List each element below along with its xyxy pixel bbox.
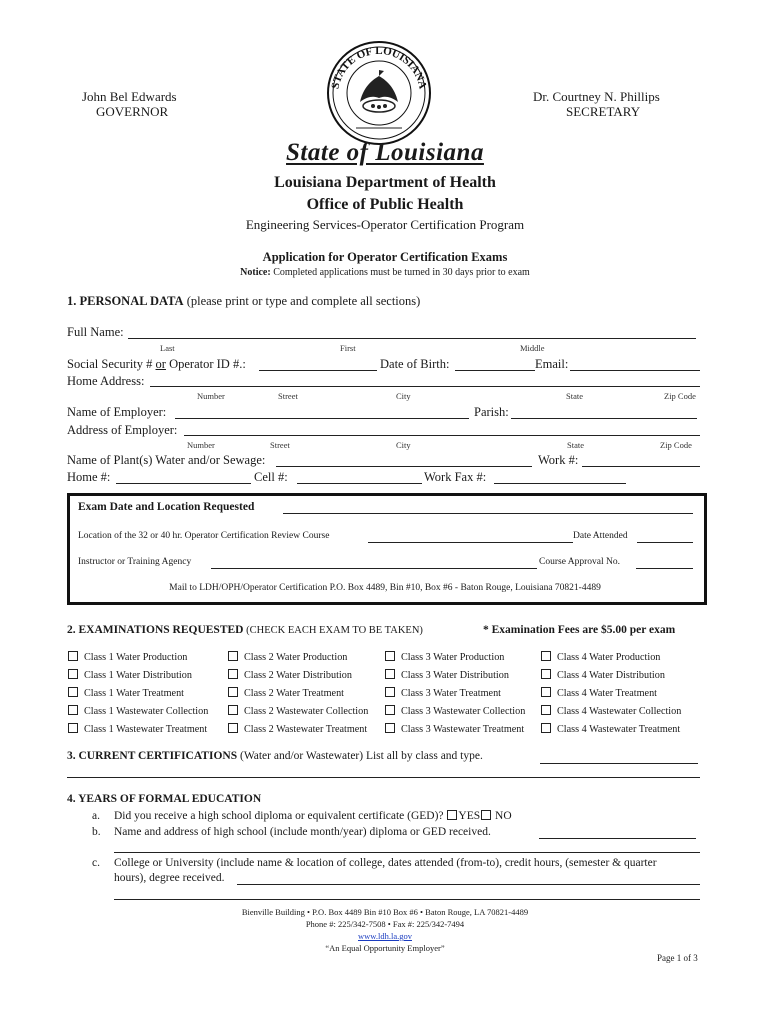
department-name: Louisiana Department of Health bbox=[274, 174, 496, 191]
education-c-question-line1: College or University (include name & location of college, dates attended (from-to), credit hours, (semester & quarter bbox=[114, 857, 657, 869]
home-sub-city: City bbox=[396, 391, 411, 401]
work-fax-label: Work Fax #: bbox=[424, 470, 487, 484]
exam-option[interactable] bbox=[541, 651, 660, 663]
exam-option[interactable] bbox=[385, 687, 501, 699]
exam-option-label: Class 1 Water Distribution bbox=[84, 670, 192, 681]
employer-field[interactable] bbox=[175, 418, 469, 419]
exam-option[interactable] bbox=[228, 669, 352, 681]
exam-option-label: Class 2 Water Production bbox=[244, 652, 348, 663]
governor-name: John Bel Edwards bbox=[82, 89, 177, 104]
employer-label: Name of Employer: bbox=[67, 405, 167, 419]
section-education-heading: 4. YEARS OF FORMAL EDUCATION bbox=[67, 793, 262, 805]
home-address-field[interactable] bbox=[150, 386, 700, 387]
exam-checkbox[interactable] bbox=[541, 687, 551, 697]
exam-option[interactable] bbox=[385, 669, 509, 681]
exam-option-label: Class 1 Wastewater Collection bbox=[84, 706, 209, 717]
mail-to-address: Mail to LDH/OPH/Operator Certification P.O. Box 4489, Bin #10, Box #6 - Baton Rouge, Louisiana 70821-4489 bbox=[169, 583, 601, 593]
full-name-sub-middle: Middle bbox=[520, 343, 545, 353]
exam-option-label: Class 1 Water Treatment bbox=[84, 688, 185, 699]
exam-checkbox[interactable] bbox=[385, 651, 395, 661]
employer-address-label: Address of Employer: bbox=[67, 423, 178, 437]
ged-no-checkbox[interactable] bbox=[481, 810, 491, 820]
exam-option[interactable] bbox=[68, 723, 207, 735]
exam-checkbox[interactable] bbox=[228, 687, 238, 697]
plant-label: Name of Plant(s) Water and/or Sewage: bbox=[67, 453, 266, 467]
home-phone-field[interactable] bbox=[116, 483, 251, 484]
exam-option-label: Class 3 Wastewater Collection bbox=[401, 706, 526, 717]
employer-sub-number: Number bbox=[187, 440, 215, 450]
work-phone-field[interactable] bbox=[582, 466, 700, 467]
high-school-field-2[interactable] bbox=[114, 852, 700, 853]
exam-checkbox[interactable] bbox=[541, 651, 551, 661]
exam-option-label: Class 1 Wastewater Treatment bbox=[84, 724, 208, 735]
exam-checkbox[interactable] bbox=[385, 669, 395, 679]
section-personal-data-heading: 1. PERSONAL DATA (please print or type and complete all sections) bbox=[67, 294, 421, 308]
exam-box-title: Exam Date and Location Requested bbox=[78, 501, 255, 513]
dob-label: Date of Birth: bbox=[380, 357, 450, 371]
dob-field[interactable] bbox=[455, 370, 535, 371]
notice-line: Notice: Completed applications must be turned in 30 days prior to exam bbox=[240, 267, 530, 278]
secretary-title: SECRETARY bbox=[566, 104, 641, 119]
office-name: Office of Public Health bbox=[306, 196, 464, 213]
exam-checkbox[interactable] bbox=[68, 687, 78, 697]
exam-checkbox[interactable] bbox=[541, 723, 551, 733]
college-field-2[interactable] bbox=[114, 899, 700, 900]
exam-checkbox[interactable] bbox=[385, 723, 395, 733]
work-phone-label: Work #: bbox=[538, 453, 579, 467]
section-examinations-heading: 2. EXAMINATIONS REQUESTED (CHECK EACH EXAM TO BE TAKEN) bbox=[67, 624, 423, 636]
date-attended-field[interactable] bbox=[637, 542, 693, 543]
home-address-label: Home Address: bbox=[67, 374, 145, 388]
exam-checkbox[interactable] bbox=[541, 705, 551, 715]
parish-field[interactable] bbox=[511, 418, 697, 419]
exam-option-label: Class 4 Water Distribution bbox=[557, 670, 665, 681]
education-b-label: b. bbox=[92, 826, 101, 838]
exam-option[interactable] bbox=[541, 687, 657, 699]
exam-checkbox[interactable] bbox=[68, 723, 78, 733]
exam-option-label: Class 2 Wastewater Collection bbox=[244, 706, 369, 717]
exam-checkbox[interactable] bbox=[68, 651, 78, 661]
exam-option-label: Class 4 Wastewater Treatment bbox=[557, 724, 681, 735]
exam-option-label: Class 4 Wastewater Collection bbox=[557, 706, 682, 717]
education-a-label: a. bbox=[92, 810, 100, 822]
home-sub-state: State bbox=[566, 391, 583, 401]
current-certifications-field[interactable] bbox=[540, 763, 698, 764]
cell-phone-label: Cell #: bbox=[254, 470, 288, 484]
ssn-field[interactable] bbox=[259, 370, 377, 371]
home-sub-zip: Zip Code bbox=[664, 391, 696, 401]
state-seal-icon bbox=[326, 40, 432, 146]
page-number: Page 1 of 3 bbox=[657, 953, 698, 963]
full-name-label: Full Name: bbox=[67, 325, 124, 339]
work-fax-field[interactable] bbox=[494, 483, 626, 484]
instructor-field[interactable] bbox=[211, 568, 537, 569]
exam-date-location-field[interactable] bbox=[283, 513, 693, 514]
section-current-certifications-heading: 3. CURRENT CERTIFICATIONS (Water and/or Wastewater) List all by class and type. bbox=[67, 750, 483, 762]
employer-sub-zip: Zip Code bbox=[660, 440, 692, 450]
exam-option-label: Class 4 Water Treatment bbox=[557, 688, 658, 699]
college-field[interactable] bbox=[237, 884, 700, 885]
exam-option[interactable] bbox=[385, 705, 525, 717]
home-sub-number: Number bbox=[197, 391, 225, 401]
secretary-name: Dr. Courtney N. Phillips bbox=[533, 89, 660, 104]
footer-slogan: “An Equal Opportunity Employer” bbox=[325, 943, 445, 953]
exam-option[interactable] bbox=[228, 687, 344, 699]
cell-phone-field[interactable] bbox=[297, 483, 422, 484]
full-name-sub-last: Last bbox=[160, 343, 175, 353]
email-label: Email: bbox=[535, 357, 569, 371]
employer-sub-city: City bbox=[396, 440, 411, 450]
ged-yes-checkbox[interactable] bbox=[447, 810, 457, 820]
education-c-label: c. bbox=[92, 857, 100, 869]
ssn-label: Social Security # or Operator ID #.: bbox=[67, 357, 246, 371]
exam-checkbox[interactable] bbox=[228, 705, 238, 715]
education-c-question-line2: hours), degree received. bbox=[114, 872, 225, 884]
svg-text:STATE OF LOUISIANA: STATE OF LOUISIANA bbox=[329, 44, 429, 91]
course-approval-label: Course Approval No. bbox=[539, 557, 621, 567]
employer-address-field[interactable] bbox=[184, 435, 700, 436]
exam-option-label: Class 2 Water Treatment bbox=[244, 688, 345, 699]
footer-address: Bienville Building • P.O. Box 4489 Bin #10 Box #6 • Baton Rouge, LA 70821-4489 bbox=[241, 907, 529, 917]
full-name-sub-first: First bbox=[340, 343, 356, 353]
exam-checkbox[interactable] bbox=[68, 669, 78, 679]
education-a-question: Did you receive a high school diploma or equivalent certificate (GED)? YES NO bbox=[114, 810, 512, 822]
exam-checkbox[interactable] bbox=[68, 705, 78, 715]
exam-option[interactable] bbox=[541, 723, 680, 735]
footer-phone: Phone #: 225/342-7508 • Fax #: 225/342-7494 bbox=[305, 919, 465, 929]
exam-checkbox[interactable] bbox=[541, 669, 551, 679]
full-name-field[interactable] bbox=[128, 338, 696, 339]
exam-option[interactable] bbox=[541, 705, 681, 717]
exam-checkbox[interactable] bbox=[228, 669, 238, 679]
email-field[interactable] bbox=[570, 370, 700, 371]
plant-field[interactable] bbox=[276, 466, 532, 467]
exam-fee-note: * Examination Fees are $5.00 per exam bbox=[483, 624, 676, 636]
course-approval-field[interactable] bbox=[636, 568, 693, 569]
education-b-question: Name and address of high school (include month/year) diploma or GED received. bbox=[114, 826, 491, 838]
home-sub-street: Street bbox=[278, 391, 298, 401]
exam-option-label: Class 3 Water Production bbox=[401, 652, 505, 663]
exam-option[interactable] bbox=[228, 651, 347, 663]
exam-option[interactable] bbox=[541, 669, 665, 681]
exam-option-label: Class 2 Wastewater Treatment bbox=[244, 724, 368, 735]
exam-option[interactable] bbox=[68, 705, 208, 717]
parish-label: Parish: bbox=[474, 405, 509, 419]
application-title: Application for Operator Certification Exams bbox=[262, 250, 508, 264]
instructor-label: Instructor or Training Agency bbox=[78, 557, 192, 567]
high-school-field[interactable] bbox=[539, 838, 696, 839]
footer-website[interactable] bbox=[0, 931, 770, 941]
exam-checkbox[interactable] bbox=[385, 687, 395, 697]
exam-checkbox[interactable] bbox=[385, 705, 395, 715]
exam-option-label: Class 2 Water Distribution bbox=[244, 670, 352, 681]
state-of-louisiana-title: State of Louisiana bbox=[286, 139, 484, 166]
exam-option-label: Class 1 Water Production bbox=[84, 652, 188, 663]
exam-option-label: Class 3 Water Treatment bbox=[401, 688, 502, 699]
employer-sub-street: Street bbox=[270, 440, 290, 450]
exam-checkbox[interactable] bbox=[228, 651, 238, 661]
review-course-location-field[interactable] bbox=[368, 542, 573, 543]
exam-option[interactable] bbox=[68, 669, 192, 681]
exam-option-label: Class 3 Wastewater Treatment bbox=[401, 724, 525, 735]
exam-option[interactable] bbox=[385, 651, 504, 663]
program-name: Engineering Services-Operator Certification Program bbox=[245, 217, 525, 232]
exam-option-label: Class 3 Water Distribution bbox=[401, 670, 509, 681]
home-phone-label: Home #: bbox=[67, 470, 111, 484]
exam-option[interactable] bbox=[68, 687, 184, 699]
current-certifications-field-2[interactable] bbox=[67, 777, 700, 778]
date-attended-label: Date Attended bbox=[573, 531, 628, 541]
employer-sub-state: State bbox=[567, 440, 584, 450]
exam-option[interactable] bbox=[68, 651, 187, 663]
review-course-location-label: Location of the 32 or 40 hr. Operator Certification Review Course bbox=[78, 531, 330, 541]
exam-option[interactable] bbox=[228, 723, 367, 735]
exam-checkbox[interactable] bbox=[228, 723, 238, 733]
exam-option-label: Class 4 Water Production bbox=[557, 652, 661, 663]
website-link[interactable]: www.ldh.la.gov bbox=[358, 931, 412, 941]
governor-title: GOVERNOR bbox=[96, 104, 169, 119]
exam-option[interactable] bbox=[385, 723, 524, 735]
exam-option[interactable] bbox=[228, 705, 368, 717]
